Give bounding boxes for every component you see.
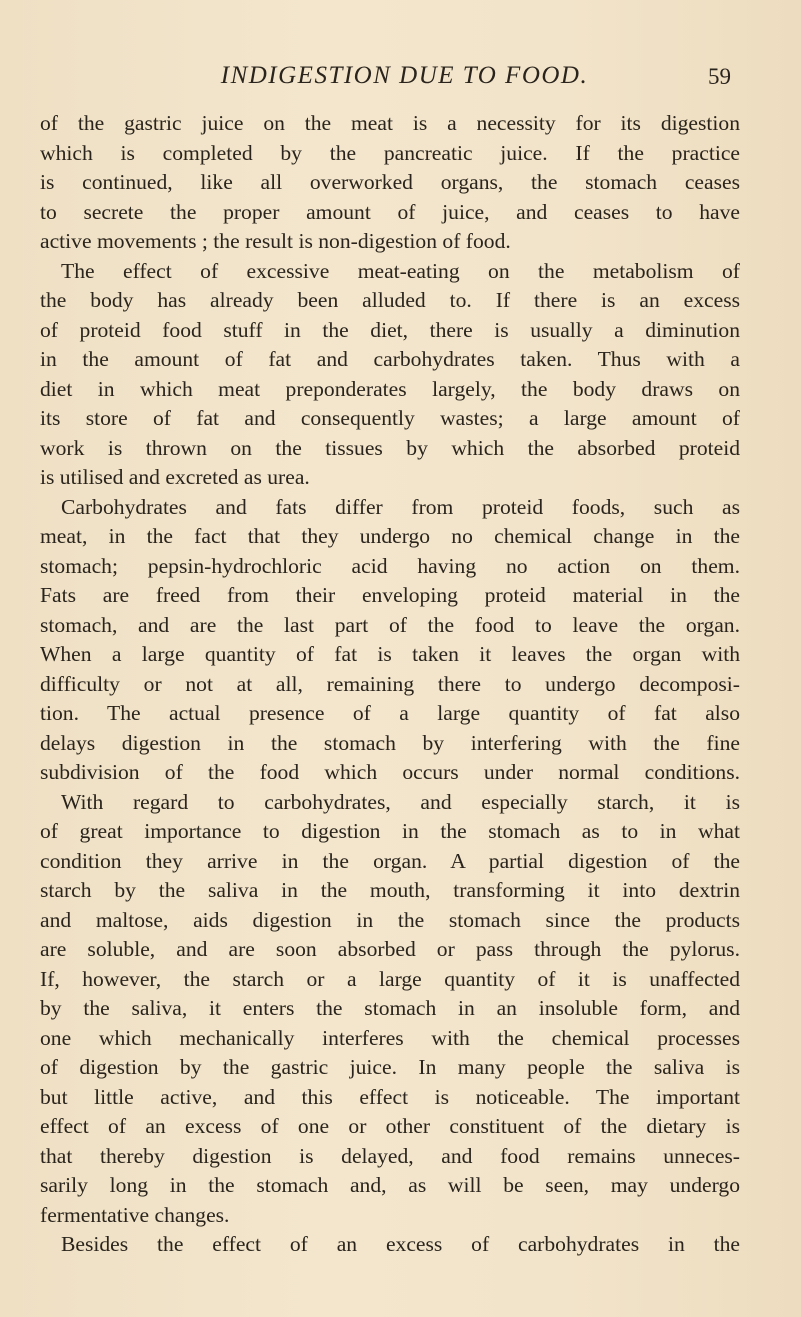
text-line: are soluble, and are soon absorbed or pass through the pylorus.: [40, 937, 740, 961]
page-header: [0, 62, 801, 92]
text-line: Besides the effect of an excess of carbohydrates in the: [61, 1232, 740, 1256]
text-line: Fats are freed from their enveloping proteid material in the: [40, 583, 740, 607]
text-line: stomach; pepsin-hydrochloric acid having no action on them.: [40, 553, 740, 578]
text-line: stomach, and are the last part of the food to leave the organ.: [40, 612, 740, 637]
text-line: subdivision of the food which occurs under normal conditions.: [40, 760, 740, 784]
text-line: Carbohydrates and fats differ from proteid foods, such as: [61, 494, 740, 519]
running-head: INDIGESTION DUE TO FOOD.: [220, 62, 589, 89]
text-line: diet in which meat preponderates largely, the body draws on: [40, 376, 740, 401]
body-text: [40, 109, 740, 1260]
text-line: the body has already been alluded to. If there is an excess: [40, 288, 740, 312]
text-line: is utilised and excreted as urea.: [40, 465, 310, 489]
text-line: of the gastric juice on the meat is a necessity for its digestion: [40, 111, 740, 135]
text-line: and maltose, aids digestion in the stomach since the products: [40, 907, 740, 932]
text-line: condition they arrive in the organ. A partial digestion of the: [40, 848, 740, 873]
text-line: active movements ; the result is non-digestion of food.: [40, 229, 511, 253]
text-line: is continued, like all overworked organs, the stomach ceases: [40, 170, 740, 194]
text-line: by the saliva, it enters the stomach in an insoluble form, and: [40, 996, 740, 1020]
text-line: difficulty or not at all, remaining there to undergo decomposi-: [40, 671, 740, 696]
text-line: of digestion by the gastric juice. In many people the saliva is: [40, 1055, 740, 1079]
text-line: which is completed by the pancreatic juice. If the practice: [40, 140, 740, 165]
text-line: starch by the saliva in the mouth, transforming it into dextrin: [40, 878, 740, 902]
text-line: in the amount of fat and carbohydrates taken. Thus with a: [40, 347, 740, 371]
text-line: If, however, the starch or a large quantity of it is unaffected: [40, 966, 740, 991]
text-line: one which mechanically interferes with the chemical processes: [40, 1025, 740, 1050]
text-line: of great importance to digestion in the stomach as to in what: [40, 819, 740, 843]
text-line: of proteid food stuff in the diet, there is usually a diminution: [40, 317, 740, 342]
page-number: 59: [708, 64, 731, 89]
text-line: work is thrown on the tissues by which the absorbed proteid: [40, 435, 740, 460]
text-line: its store of fat and consequently wastes; a large amount of: [40, 406, 740, 430]
text-line: When a large quantity of fat is taken it leaves the organ with: [40, 642, 740, 666]
text-line: delays digestion in the stomach by interfering with the fine: [40, 730, 740, 755]
text-line: effect of an excess of one or other constituent of the dietary is: [40, 1114, 740, 1138]
text-line: meat, in the fact that they undergo no chemical change in the: [40, 524, 740, 548]
text-line: to secrete the proper amount of juice, and ceases to have: [40, 199, 740, 224]
text-line: but little active, and this effect is noticeable. The important: [40, 1084, 740, 1109]
text-line: tion. The actual presence of a large quantity of fat also: [40, 701, 740, 725]
text-line: that thereby digestion is delayed, and food remains unneces-: [40, 1143, 740, 1168]
text-line: fermentative changes.: [40, 1202, 230, 1227]
text-line: sarily long in the stomach and, as will be seen, may undergo: [40, 1173, 740, 1197]
text-line: With regard to carbohydrates, and especially starch, it is: [61, 789, 740, 814]
text-line: The effect of excessive meat-eating on the metabolism of: [61, 258, 740, 283]
